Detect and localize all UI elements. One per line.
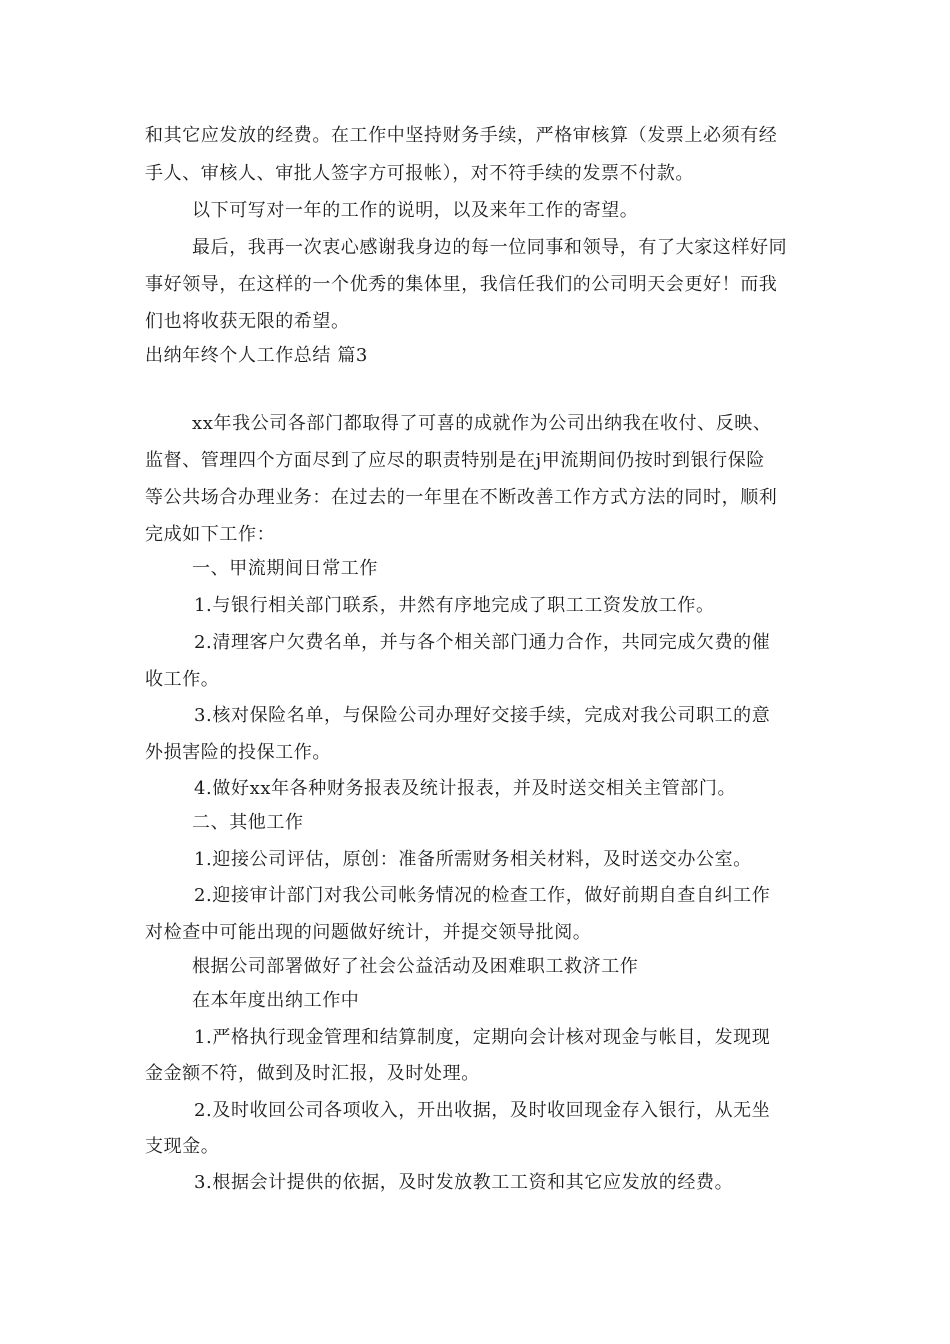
list-item-continuation: 外损害险的投保工作。: [145, 742, 331, 763]
body-text-line: 在本年度出纳工作中: [192, 990, 360, 1011]
list-item-continuation: 对检查中可能出现的问题做好统计，并提交领导批阅。: [145, 922, 592, 943]
list-item: 2.清理客户欠费名单，并与各个相关部门通力合作，共同完成欠费的催: [194, 632, 771, 653]
subheading: 二、其他工作: [192, 812, 304, 833]
list-item-continuation: 金金额不符，做到及时汇报，及时处理。: [145, 1063, 480, 1084]
body-text-line: 完成如下工作：: [145, 524, 276, 545]
list-item: 1.与银行相关部门联系，井然有序地完成了职工工资发放工作。: [194, 595, 715, 616]
list-item: 3.根据会计提供的依据，及时发放教工工资和其它应发放的经费。: [194, 1172, 734, 1193]
list-item: 4.做好xx年各种财务报表及统计报表，并及时送交相关主管部门。: [194, 778, 737, 799]
body-text-line: 监督、管理四个方面尽到了应尽的职责特别是在j甲流期间仍按时到银行保险: [145, 450, 765, 471]
body-text-line: 事好领导，在这样的一个优秀的集体里，我信任我们的公司明天会更好！而我: [145, 274, 778, 295]
list-item: 1.迎接公司评估，原创：准备所需财务相关材料，及时送交办公室。: [194, 849, 752, 870]
subheading: 一、甲流期间日常工作: [192, 558, 378, 579]
list-item-continuation: 支现金。: [145, 1136, 220, 1157]
body-text-line: 根据公司部署做好了社会公益活动及困难职工救济工作: [192, 956, 639, 977]
body-text-line: xx年我公司各部门都取得了可喜的成就作为公司出纳我在收付、反映、: [192, 413, 772, 434]
body-text-line: 手人、审核人、审批人签字方可报帐），对不符手续的发票不付款。: [145, 163, 694, 184]
list-item: 1.严格执行现金管理和结算制度，定期向会计核对现金与帐目，发现现: [194, 1027, 771, 1048]
body-text-line: 和其它应发放的经费。在工作中坚持财务手续，严格审核算（发票上必须有经: [145, 125, 778, 146]
list-item: 2.迎接审计部门对我公司帐务情况的检查工作，做好前期自查自纠工作: [194, 885, 771, 906]
body-text-line: 以下可写对一年的工作的说明，以及来年工作的寄望。: [192, 200, 639, 221]
list-item: 3.核对保险名单，与保险公司办理好交接手续，完成对我公司职工的意: [194, 705, 771, 726]
body-text-line: 等公共场合办理业务：在过去的一年里在不断改善工作方式方法的同时，顺利: [145, 487, 778, 508]
body-text-line: 最后，我再一次衷心感谢我身边的每一位同事和领导，有了大家这样好同: [192, 237, 788, 258]
body-text-line: 们也将收获无限的希望。: [145, 311, 350, 332]
list-item: 2.及时收回公司各项收入，开出收据，及时收回现金存入银行，从无坐: [194, 1100, 771, 1121]
section-heading: 出纳年终个人工作总结 篇3: [145, 345, 368, 366]
list-item-continuation: 收工作。: [145, 669, 220, 690]
